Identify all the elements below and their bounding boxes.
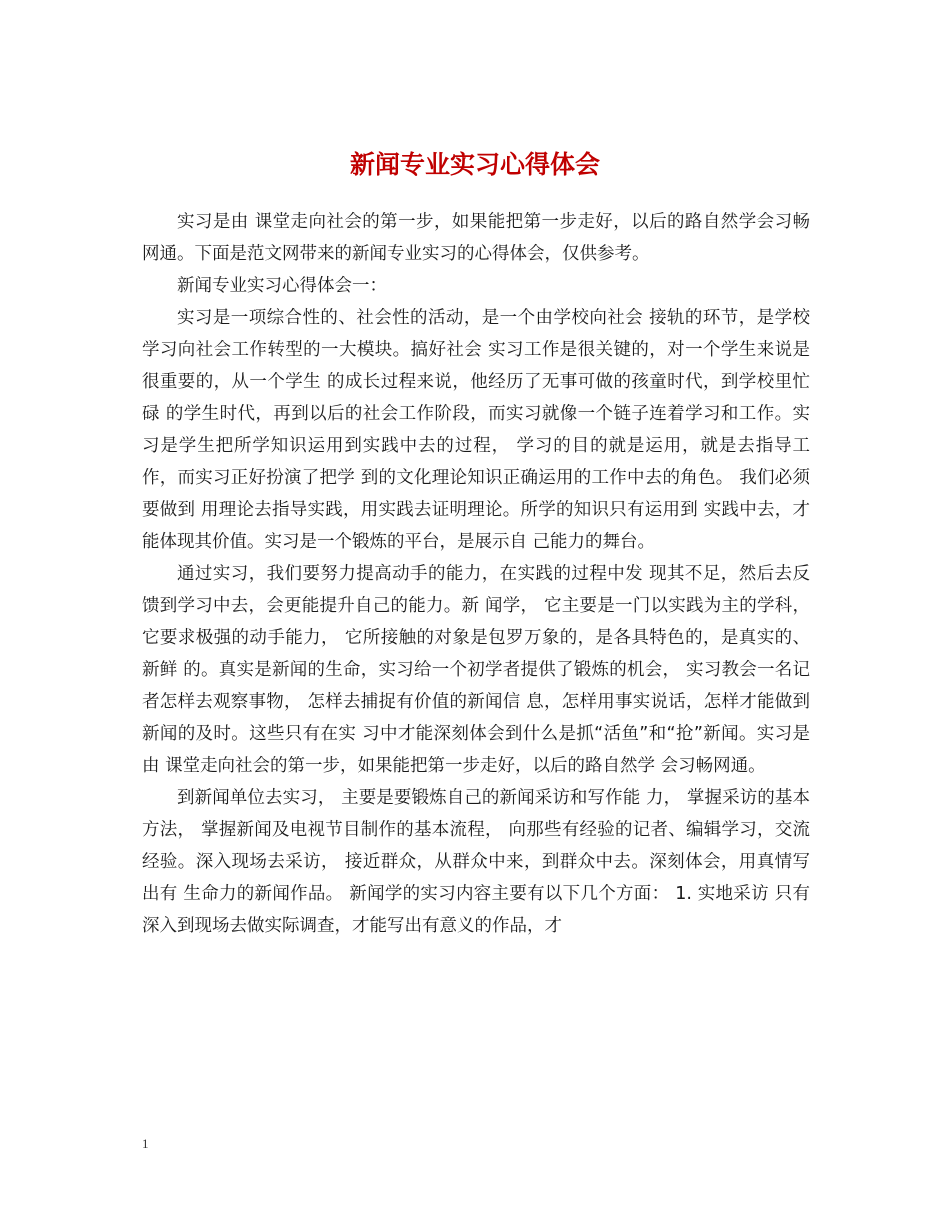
paragraph-intro: 实习是由 课堂走向社会的第一步，如果能把第一步走好，以后的路自然学会习畅网通。下面是范文网带来的新闻专业实习的心得体会，仅供参考。 (142, 212, 810, 264)
page-number: 1 (142, 1136, 149, 1151)
paragraph-practice-ability: 通过实习，我们要努力提高动手的能力，在实践的过程中发 现其不足，然后去反馈到学习中去，会更能提升自己的能力。新 闻学， 它主要是一门以实践为主的学科， 它要求极强的动手能力， 它所接触的对象是包罗万象的，是各具特色的，是真实的、新鲜 的。真实是新闻的生命，实习给一个初学者提供了锻炼的机会， 实习教会一名记者怎样去观察事物， 怎样去捕捉有价值的新闻信 息，怎样用事实说话，怎样才能做到新闻的及时。这些只有在实 习中才能深刻体会到什么是抓“活鱼”和“抢”新闻。实习是由 课堂走向社会的第一步，如果能把第一步走好，以后的路自然学 会习畅网通。 (142, 564, 810, 776)
document-title: 新闻专业实习心得体会 (349, 149, 600, 179)
paragraph-news-unit-internship: 到新闻单位去实习， 主要是要锻炼自己的新闻采访和写作能 力， 掌握采访的基本方法， 掌握新闻及电视节目制作的基本流程， 向那些有经验的记者、编辑学习，交流经验。深入现场去采访， 接近群众，从群众中来，到群众中去。深刻体会，用真情写出有 生命力的新闻作品。 新闻学的实习内容主要有以下几个方面： 1. 实地采访 只有深入到现场去做实际调查，才能写出有意义的作品，才 (142, 788, 810, 936)
paragraph-section-heading: 新闻专业实习心得体会一： (177, 276, 387, 296)
paragraph-internship-meaning: 实习是一项综合性的、社会性的活动，是一个由学校向社会 接轨的环节，是学校学习向社会工作转型的一大模块。搞好社会 实习工作是很关键的，对一个学生来说是很重要的，从一个学生 的成长过程来说，他经历了无事可做的孩童时代，到学校里忙碌 的学生时代，再到以后的社会工作阶段，而实习就像一个链子连着学习和工作。实习是学生把所学知识运用到实践中去的过程， 学习的目的就是运用，就是去指导工作，而实习正好扮演了把学 到的文化理论知识正确运用的工作中去的角色。 我们必须要做到 用理论去指导实践，用实践去证明理论。所学的知识只有运用到 实践中去，才能体现其价值。实习是一个锻炼的平台，是展示自 己能力的舞台。 (142, 308, 810, 552)
document-body (142, 206, 810, 942)
